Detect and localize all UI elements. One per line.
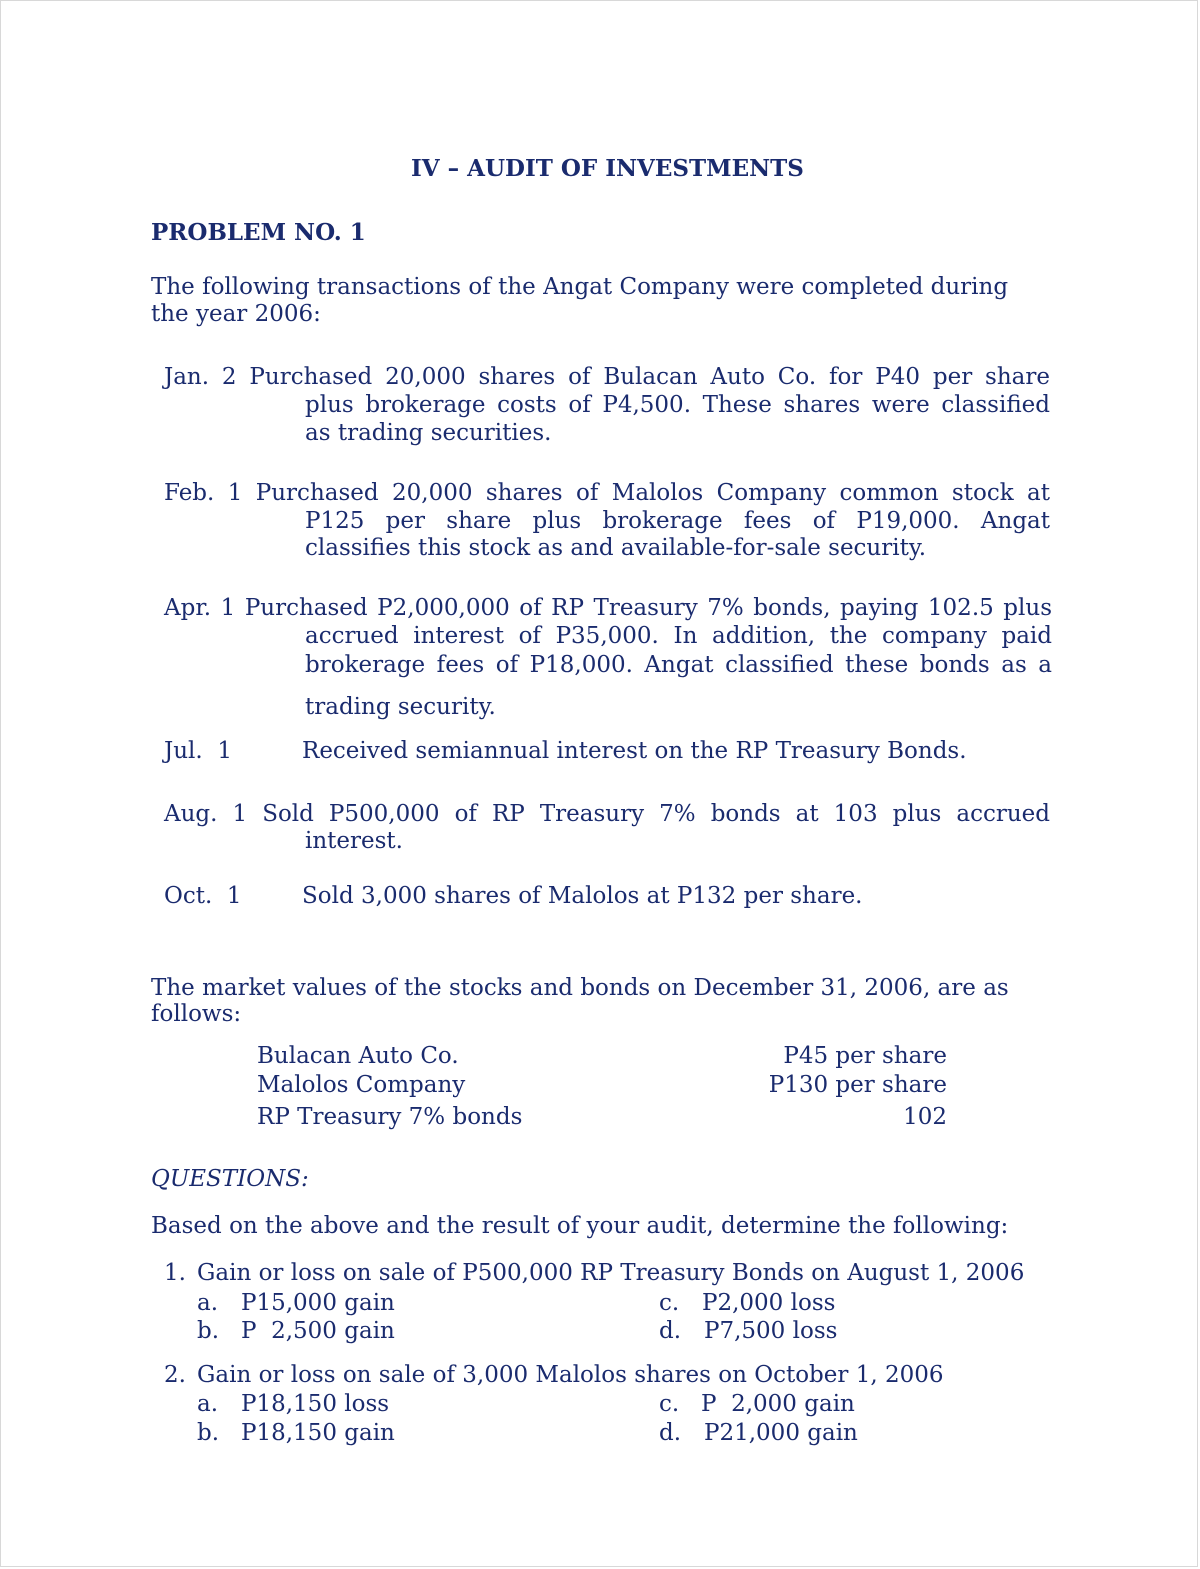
question-number: 2. (164, 1362, 186, 1388)
market-intro-line-1: The market values of the stocks and bonds on December 31, 2006, are as (151, 975, 1009, 1001)
market-item-name: Malolos Company (257, 1072, 466, 1098)
market-item-value: P130 per share (768, 1072, 947, 1098)
transaction-jul-text: Received semiannual interest on the RP Treasury Bonds. (302, 738, 967, 764)
option-letter: c. (659, 1391, 680, 1417)
option-letter: b. (197, 1420, 220, 1446)
transaction-jan-line-1: Jan. 2 Purchased 20,000 shares of Bulacan Auto Co. for P40 per share (164, 364, 1050, 390)
transaction-oct-text: Sold 3,000 shares of Malolos at P132 per share. (302, 883, 863, 909)
option-text: P21,000 gain (704, 1420, 858, 1446)
transaction-aug-line-1: Aug. 1 Sold P500,000 of RP Treasury 7% bonds at 103 plus accrued (164, 801, 1050, 827)
market-item-name: RP Treasury 7% bonds (257, 1104, 523, 1130)
questions-intro: Based on the above and the result of your audit, determine the following: (151, 1213, 1009, 1239)
transaction-jan-line-3: as trading securities. (305, 420, 552, 446)
option-text: P2,000 loss (702, 1290, 836, 1316)
questions-heading: QUESTIONS: (151, 1166, 309, 1192)
transaction-feb-line-3: classifies this stock as and available-for-sale security. (305, 535, 927, 561)
transaction-jan-line-2: plus brokerage costs of P4,500. These shares were classified (305, 392, 1050, 418)
market-item-value: P45 per share (783, 1043, 947, 1069)
market-item-value: 102 (903, 1104, 947, 1130)
option-text: P18,150 gain (241, 1420, 395, 1446)
transaction-oct-date: Oct. 1 (164, 883, 242, 909)
question-text: Gain or loss on sale of P500,000 RP Treasury Bonds on August 1, 2006 (197, 1260, 1025, 1286)
transaction-jul-date: Jul. 1 (164, 738, 232, 764)
option-text: P 2,500 gain (241, 1318, 395, 1344)
option-letter: b. (197, 1318, 220, 1344)
option-letter: d. (659, 1318, 682, 1344)
question-number: 1. (164, 1260, 186, 1286)
market-item-name: Bulacan Auto Co. (257, 1043, 459, 1069)
transaction-apr-line-3: brokerage fees of P18,000. Angat classified these bonds as a (305, 652, 1052, 678)
transaction-apr-line-1: Apr. 1 Purchased P2,000,000 of RP Treasury 7% bonds, paying 102.5 plus (164, 595, 1052, 621)
option-text: P 2,000 gain (701, 1391, 855, 1417)
transaction-apr-line-2: accrued interest of P35,000. In addition, the company paid (305, 623, 1052, 649)
option-text: P15,000 gain (241, 1290, 395, 1316)
transaction-aug-line-2: interest. (305, 828, 403, 854)
option-letter: a. (197, 1391, 219, 1417)
intro-line-2: the year 2006: (151, 301, 321, 327)
transaction-apr-line-4: trading security. (305, 694, 496, 720)
transaction-feb-line-2: P125 per share plus brokerage fees of P19,000. Angat (305, 508, 1050, 534)
option-text: P7,500 loss (704, 1318, 838, 1344)
option-letter: a. (197, 1290, 219, 1316)
transaction-feb-line-1: Feb. 1 Purchased 20,000 shares of Malolos Company common stock at (164, 480, 1050, 506)
document-title: IV – AUDIT OF INVESTMENTS (411, 155, 804, 182)
option-letter: d. (659, 1420, 682, 1446)
question-text: Gain or loss on sale of 3,000 Malolos shares on October 1, 2006 (197, 1362, 944, 1388)
intro-line-1: The following transactions of the Angat Company were completed during (151, 274, 1009, 300)
option-letter: c. (659, 1290, 680, 1316)
market-intro-line-2: follows: (151, 1001, 242, 1027)
problem-heading: PROBLEM NO. 1 (151, 219, 366, 246)
option-text: P18,150 loss (241, 1391, 390, 1417)
